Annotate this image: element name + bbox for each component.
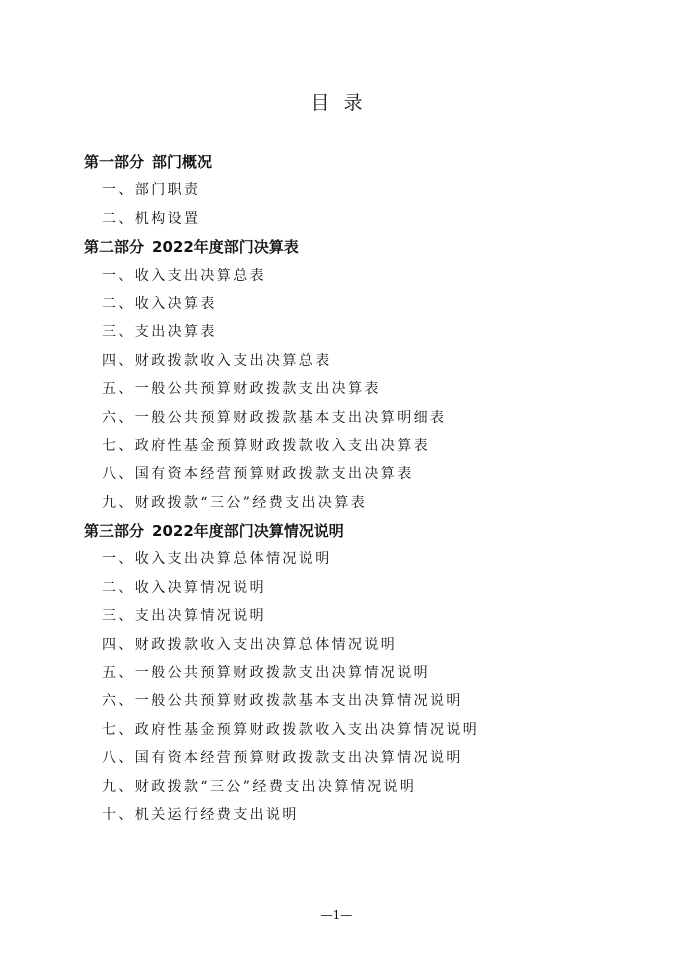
toc-item: 四、财政拨款收入支出决算总表 — [102, 352, 332, 369]
toc-item: 十、机关运行经费支出说明 — [102, 806, 299, 823]
toc-item: 五、一般公共预算财政拨款支出决算表 — [102, 381, 381, 398]
section-heading-2 — [84, 233, 644, 261]
page-title: 目录 — [310, 92, 377, 114]
section-part-label: 第三部分 — [84, 522, 145, 541]
toc-item: 二、收入决算情况说明 — [102, 579, 266, 596]
table-of-contents — [84, 148, 644, 829]
toc-item: 九、财政拨款“三公”经费支出决算情况说明 — [102, 778, 417, 795]
section-heading-1 — [84, 148, 644, 176]
toc-item: 二、收入决算表 — [102, 295, 217, 312]
section-heading-3 — [84, 517, 644, 545]
section-part-label: 第二部分 — [84, 238, 145, 257]
toc-item: 八、国有资本经营预算财政拨款支出决算表 — [102, 466, 414, 483]
toc-item: 八、国有资本经营预算财政拨款支出决算情况说明 — [102, 750, 463, 767]
section-name: 2022年度部门决算表 — [152, 238, 299, 257]
toc-item: 一、部门职责 — [102, 182, 201, 199]
section-name: 2022年度部门决算情况说明 — [152, 522, 344, 541]
toc-item: 五、一般公共预算财政拨款支出决算情况说明 — [102, 665, 430, 682]
section-name: 部门概况 — [152, 153, 213, 171]
toc-item: 三、支出决算情况说明 — [102, 608, 266, 625]
toc-item: 六、一般公共预算财政拨款基本支出决算情况说明 — [102, 693, 463, 710]
toc-item: 三、支出决算表 — [102, 324, 217, 341]
toc-item: 二、机构设置 — [102, 210, 201, 227]
toc-item: 一、收入支出决算总体情况说明 — [102, 551, 332, 568]
toc-item: 九、财政拨款“三公”经费支出决算表 — [102, 494, 368, 511]
toc-item: 七、政府性基金预算财政拨款收入支出决算情况说明 — [102, 721, 480, 738]
page-number: —1— — [320, 908, 353, 922]
toc-item: 一、收入支出决算总表 — [102, 267, 266, 284]
section-part-label: 第一部分 — [84, 153, 145, 171]
toc-item: 六、一般公共预算财政拨款基本支出决算明细表 — [102, 409, 447, 426]
toc-item: 四、财政拨款收入支出决算总体情况说明 — [102, 636, 398, 653]
toc-item: 七、政府性基金预算财政拨款收入支出决算表 — [102, 437, 430, 454]
